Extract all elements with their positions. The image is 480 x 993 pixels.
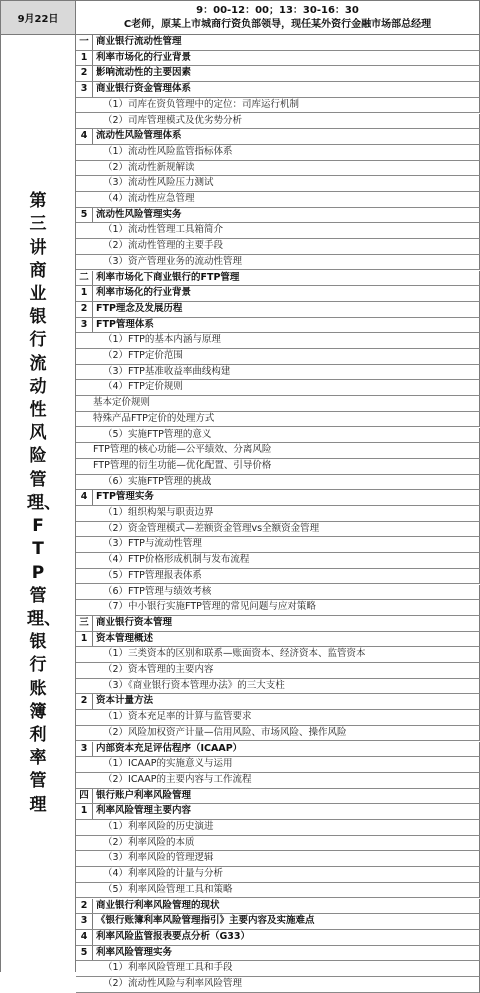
outline-item-row (76, 773, 480, 789)
row-number (76, 663, 93, 678)
outline-item-row (76, 428, 480, 444)
row-number (76, 145, 93, 160)
row-number (76, 443, 93, 458)
outline-item-row (76, 569, 480, 585)
row-number (76, 883, 93, 898)
row-text: （1）FTP的基本内涵与原理 (103, 334, 221, 346)
outline-item-row (76, 255, 480, 271)
row-number (76, 396, 93, 411)
header-cell (76, 0, 480, 35)
row-text: 利率风险管理主要内容 (96, 805, 192, 817)
outline-item-row (76, 553, 480, 569)
outline-subsection-row (76, 82, 480, 98)
row-text: FTP管理体系 (96, 318, 154, 330)
outline-item-row (76, 506, 480, 522)
outline-section-row (76, 35, 480, 51)
row-number (76, 176, 93, 191)
row-text: （5）FTP管理报表体系 (103, 569, 202, 581)
row-text: （5）实施FTP管理的意义 (103, 428, 212, 440)
outline-item-row (76, 475, 480, 491)
row-number: 一 (76, 35, 93, 50)
row-text: 利率风险管理实务 (96, 946, 173, 958)
row-text: （2）司库管理模式及优劣势分析 (103, 114, 243, 126)
row-text: 商业银行利率风险管理的现状 (96, 899, 220, 911)
outline-item-row (76, 585, 480, 601)
outline-item-row (76, 600, 480, 616)
outline-item-row (76, 883, 480, 899)
outline-subsection-row (76, 302, 480, 318)
session-time: 9：00-12：00；13：30-16：30 (196, 4, 359, 16)
row-text: 资本计量方法 (96, 695, 154, 707)
row-text: 利率市场化下商业银行的FTP管理 (96, 271, 240, 283)
outline-subsection-row (76, 286, 480, 302)
row-text: （2）风险加权资产计量—信用风险、市场风险、操作风险 (103, 726, 347, 738)
row-text: FTP管理实务 (96, 491, 154, 503)
row-text: FTP管理的核心功能—公平绩效、分离风险 (93, 444, 272, 456)
row-text: （1）司库在资负管理中的定位：司库运行机制 (103, 98, 300, 110)
outline-item-row (76, 459, 480, 475)
row-number (76, 757, 93, 772)
row-number (76, 647, 93, 662)
row-text: （7）中小银行实施FTP管理的常见问题与应对策略 (103, 601, 316, 613)
row-text: 基本定价规则 (93, 397, 151, 409)
row-number: 1 (76, 632, 93, 647)
row-number (76, 710, 93, 725)
outline-item-row (76, 961, 480, 977)
row-number: 4 (76, 490, 93, 505)
lecture-title-cell (0, 35, 76, 972)
row-number (76, 192, 93, 207)
outline-item-row (76, 977, 480, 993)
row-number: 4 (76, 129, 93, 144)
outline-item-row (76, 239, 480, 255)
row-text: （4）利率风险的计量与分析 (103, 868, 224, 880)
date-cell (0, 0, 76, 35)
row-text: （6）实施FTP管理的挑战 (103, 475, 212, 487)
row-text: （3）利率风险的管理逻辑 (103, 852, 214, 864)
row-number: 5 (76, 946, 93, 961)
row-text: 银行账户利率风险管理 (96, 789, 192, 801)
row-text: 资本管理概述 (96, 632, 154, 644)
outline-subsection-row (76, 804, 480, 820)
outline-item-row (76, 663, 480, 679)
outline-item-row (76, 757, 480, 773)
row-text: （1）利率风险的历史演进 (103, 821, 214, 832)
row-text: （2）流动性新规解读 (103, 161, 195, 173)
row-number: 二 (76, 271, 93, 286)
row-text: （4）流动性应急管理 (103, 193, 195, 204)
row-number (76, 380, 93, 395)
row-number: 3 (76, 742, 93, 757)
outline-item-row (76, 710, 480, 726)
row-number: 1 (76, 286, 93, 301)
row-text: 利率风险监管报表要点分析（G33） (96, 930, 251, 942)
row-text: （3）《商业银行资本管理办法》的三大支柱 (103, 679, 285, 691)
outline-item-row (76, 522, 480, 538)
row-text: 商业银行资金管理体系 (96, 83, 192, 95)
row-number: 2 (76, 899, 93, 914)
row-number (76, 522, 93, 537)
row-text: 商业银行资本管理 (96, 616, 173, 628)
row-number (76, 679, 93, 694)
outline-item-row (76, 161, 480, 177)
row-number: 2 (76, 302, 93, 317)
row-number (76, 506, 93, 521)
row-number (76, 537, 93, 552)
outline-item-row (76, 333, 480, 349)
outline-item-row (76, 98, 480, 114)
row-text: （3）FTP与流动性管理 (103, 538, 202, 550)
outline-section-row (76, 789, 480, 805)
row-text: 商业银行流动性管理 (96, 36, 182, 47)
outline-item-row (76, 176, 480, 192)
outline-item-row (76, 365, 480, 381)
row-number: 3 (76, 318, 93, 333)
row-number (76, 161, 93, 176)
row-number: 3 (76, 914, 93, 929)
row-number (76, 726, 93, 741)
outline-item-row (76, 726, 480, 742)
outline-item-row (76, 820, 480, 836)
outline-item-row (76, 412, 480, 428)
row-number (76, 114, 93, 129)
row-number (76, 365, 93, 380)
outline-subsection-row (76, 318, 480, 334)
row-number (76, 255, 93, 270)
row-text: （3）资产管理业务的流动性管理 (103, 255, 243, 267)
outline-item-row (76, 851, 480, 867)
row-number (76, 851, 93, 866)
outline-subsection-row (76, 946, 480, 962)
outline-item-row (76, 647, 480, 663)
outline-subsection-row (76, 66, 480, 82)
outline-item-row (76, 396, 480, 412)
row-text: （4）FTP定价规则 (103, 381, 183, 393)
row-text: （1）流动性管理工具箱简介 (103, 224, 224, 236)
outline-section-row (76, 271, 480, 287)
outline-item-row (76, 192, 480, 208)
outline-item-row (76, 867, 480, 883)
outline-subsection-row (76, 129, 480, 145)
outline-item-row (76, 679, 480, 695)
outline-item-row (76, 114, 480, 130)
row-text: （1）ICAAP的实施意义与运用 (103, 758, 233, 770)
row-text: 利率市场化的行业背景 (96, 287, 192, 299)
row-number: 5 (76, 208, 93, 223)
outline-item-row (76, 223, 480, 239)
row-number (76, 977, 93, 992)
row-text: （1）资本充足率的计算与监管要求 (103, 711, 252, 723)
outline-section-row (76, 616, 480, 632)
row-number (76, 553, 93, 568)
lecture-title: 第三讲 商业银行流动性风险管理、FTP管理、银行账簿利率管理 (27, 191, 61, 815)
outline-subsection-row (76, 742, 480, 758)
row-text: （2）流动性管理的主要手段 (103, 240, 224, 252)
row-number (76, 836, 93, 851)
row-text: （2）FTP定价范围 (103, 350, 183, 361)
outline-item-row (76, 443, 480, 459)
row-number (76, 239, 93, 254)
row-text: （2）ICAAP的主要内容与工作流程 (103, 773, 252, 785)
row-text: 特殊产品FTP定价的处理方式 (93, 412, 215, 424)
outline-item-row (76, 380, 480, 396)
row-text: （2）流动性风险与利率风险管理 (103, 978, 243, 989)
row-number: 2 (76, 694, 93, 709)
row-number (76, 867, 93, 882)
outline-subsection-row (76, 208, 480, 224)
row-text: 《银行账簿利率风险管理指引》主要内容及实施难点 (96, 915, 315, 927)
row-text: FTP理念及发展历程 (96, 302, 183, 314)
row-number: 1 (76, 51, 93, 66)
outline-subsection-row (76, 914, 480, 930)
row-text: （4）FTP价格形成机制与发布流程 (103, 554, 250, 566)
row-text: （3）FTP基准收益率曲线构建 (103, 365, 231, 377)
row-text: （1）流动性风险监管指标体系 (103, 145, 233, 157)
outline-item-row (76, 537, 480, 553)
outline-subsection-row (76, 694, 480, 710)
row-text: （2）资本管理的主要内容 (103, 664, 214, 675)
row-number (76, 333, 93, 348)
date-label: 9月22日 (17, 14, 59, 25)
row-number (76, 349, 93, 364)
row-text: （6）FTP管理与绩效考核 (103, 585, 212, 597)
row-text: （1）三类资本的区别和联系—账面资本、经济资本、监管资本 (103, 648, 366, 660)
row-number: 2 (76, 66, 93, 81)
row-text: （2）资金管理模式—差额资金管理vs全额资金管理 (103, 522, 320, 534)
row-text: 影响流动性的主要因素 (96, 67, 192, 79)
outline-subsection-row (76, 632, 480, 648)
row-text: 内部资本充足评估程序（ICAAP） (96, 742, 243, 754)
row-number (76, 475, 93, 490)
row-number (76, 961, 93, 976)
row-number (76, 773, 93, 788)
outline-subsection-row (76, 930, 480, 946)
row-number: 1 (76, 804, 93, 819)
outline-subsection-row (76, 490, 480, 506)
row-text: （1）利率风险管理工具和手段 (103, 962, 233, 974)
outline-item-row (76, 836, 480, 852)
row-number (76, 600, 93, 615)
row-number (76, 820, 93, 835)
outline-item-row (76, 349, 480, 365)
row-number: 3 (76, 82, 93, 97)
row-text: 利率市场化的行业背景 (96, 51, 192, 63)
row-number (76, 569, 93, 584)
teacher-info: C老师，原某上市城商行资负部领导，现任某外资行金融市场部总经理 (123, 18, 432, 30)
row-text: 流动性风险管理体系 (96, 130, 182, 142)
outline-item-row (76, 145, 480, 161)
row-text: 流动性风险管理实务 (96, 208, 182, 220)
row-number (76, 223, 93, 238)
row-number (76, 98, 93, 113)
row-number (76, 459, 93, 474)
row-number (76, 585, 93, 600)
row-text: FTP管理的衍生功能—优化配置、引导价格 (93, 459, 272, 471)
row-number: 四 (76, 789, 93, 804)
row-text: （2）利率风险的本质 (103, 836, 195, 848)
row-text: （3）流动性风险压力测试 (103, 177, 214, 189)
row-text: （1）组织构架与职责边界 (103, 507, 214, 518)
row-number (76, 412, 93, 427)
row-number: 4 (76, 930, 93, 945)
outline-subsection-row (76, 899, 480, 915)
outline-subsection-row (76, 51, 480, 67)
row-text: （5）利率风险管理工具和策略 (103, 883, 233, 895)
row-number: 三 (76, 616, 93, 631)
row-number (76, 428, 93, 443)
